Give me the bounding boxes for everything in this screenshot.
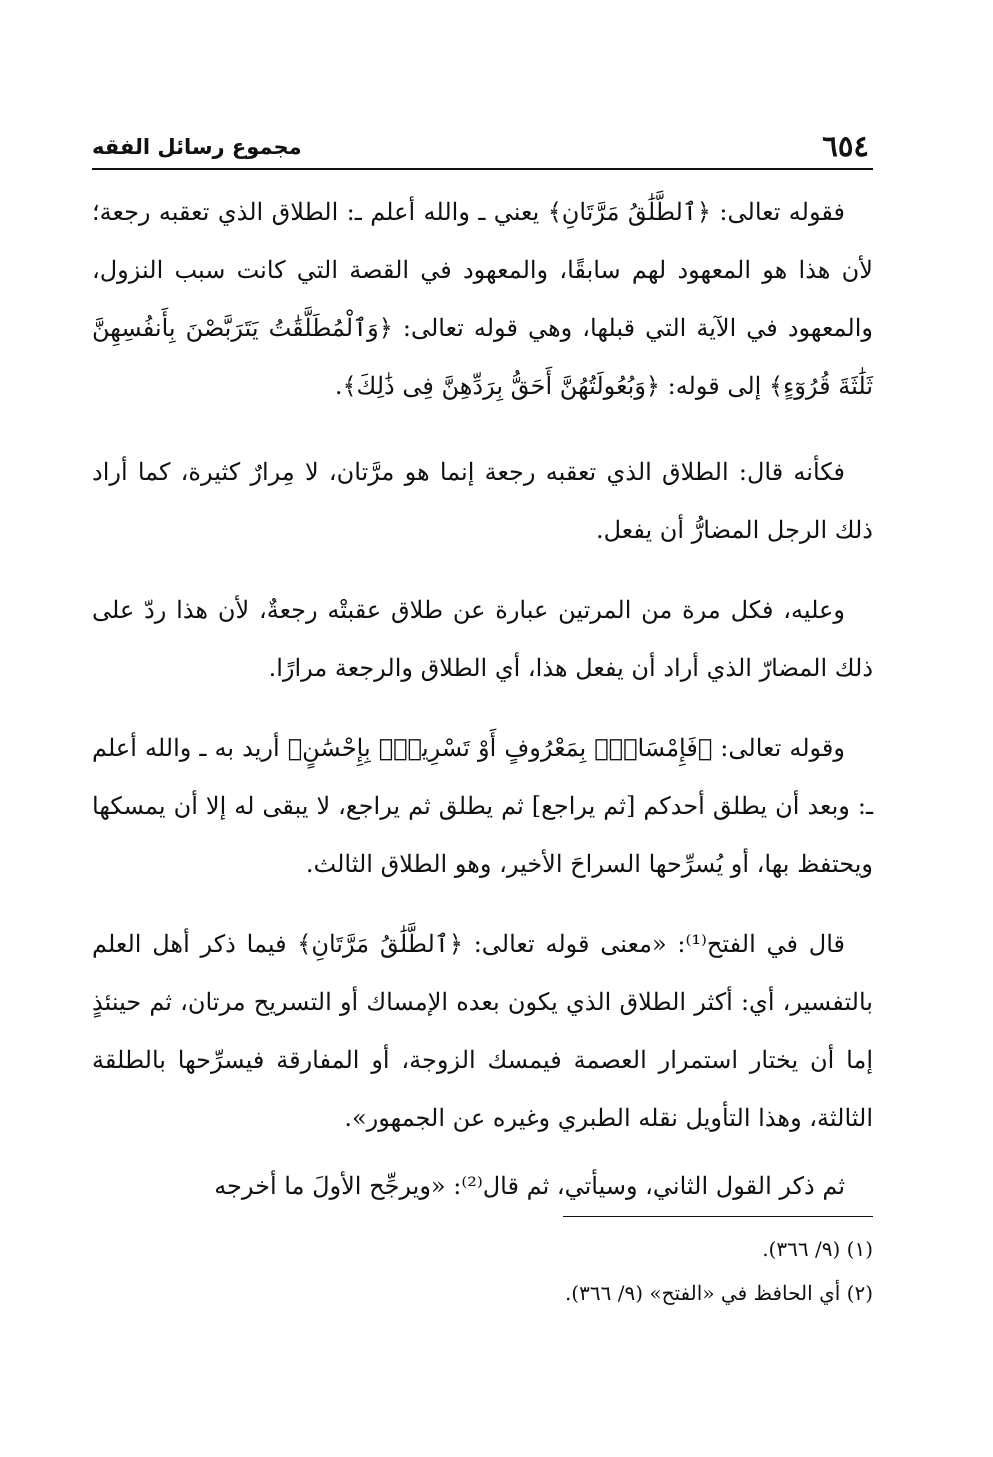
body-text [92, 183, 873, 1215]
paragraph: ثم ذكر القول الثاني، وسيأتي، ثم قال⁽²⁾: «ويرجِّح الأولَ ما أخرجه [214, 1172, 845, 1200]
footnote: (٢) أي الحافظ في «الفتح» (٩/ ٣٦٦). [564, 1281, 873, 1305]
paragraph: قال في الفتح⁽¹⁾: «معنى قوله تعالى: ﴿ٱلطَّلَٰقُ مَرَّتَانِ﴾ فيما ذكر أهل العلم بالتفسير، أي: أكثر الطلاق الذي يكون بعده الإمساك أو التسريح مرتان، ثم حينئذٍ إما أن يختار استمرار العصمة فيمسك الزوجة، أو المفارقة فيسرِّحها بالطلقة الثالثة، وهذا التأويل نقله الطبري وغيره عن الجمهور». [92, 930, 873, 1132]
footnote: (١) (٩/ ٣٦٦). [762, 1237, 873, 1261]
paragraph: وعليه، فكل مرة من المرتين عبارة عن طلاق عقبتْه رجعةٌ، لأن هذا ردّ على ذلك المضارّ الذي أراد أن يفعل هذا، أي الطلاق والرجعة مرارًا. [92, 596, 873, 682]
page-header [92, 128, 873, 170]
paragraph: فقوله تعالى: ﴿ٱلطَّلَٰقُ مَرَّتَانِ﴾ يعني ـ والله أعلم ـ: الطلاق الذي تعقبه رجعة؛ لأن هذا هو المعهود لهم سابقًا، والمعهود في القصة التي كانت سبب النزول، والمعهود في الآية التي قبلها، وهي قوله تعالى: ﴿وَٱلْمُطَلَّقَٰتُ يَتَرَبَّصْنَ بِأَنفُسِهِنَّ ثَلَٰثَةَ قُرُوٓءٍ﴾ إلى قوله: ﴿وَبُعُولَتُهُنَّ أَحَقُّ بِرَدِّهِنَّ فِى ذَٰلِكَ﴾. [92, 198, 873, 400]
paragraph: وقوله تعالى: ﴿فَإِمْسَاكٌۢ بِمَعْرُوفٍ أَوْ تَسْرِيحٌۢ بِإِحْسَٰنٍ﴾ أريد به ـ والله أعلم ـ: وبعد أن يطلق أحدكم [ثم يراجع] ثم يطلق ثم يراجع، لا يبقى له إلا أن يمسكها ويحتفظ بها، أو يُسرِّحها السراحَ الأخير، وهو الطلاق الثالث. [92, 734, 873, 878]
footnote-divider [563, 1216, 873, 1217]
running-title: مجموع رسائل الفقه [92, 135, 302, 159]
footnotes [92, 1216, 873, 1315]
page-number: ٦٥٤ [822, 129, 869, 163]
paragraph: فكأنه قال: الطلاق الذي تعقبه رجعة إنما هو مرَّتان، لا مِرارٌ كثيرة، كما أراد ذلك الرجل المضارُّ أن يفعل. [92, 458, 873, 544]
